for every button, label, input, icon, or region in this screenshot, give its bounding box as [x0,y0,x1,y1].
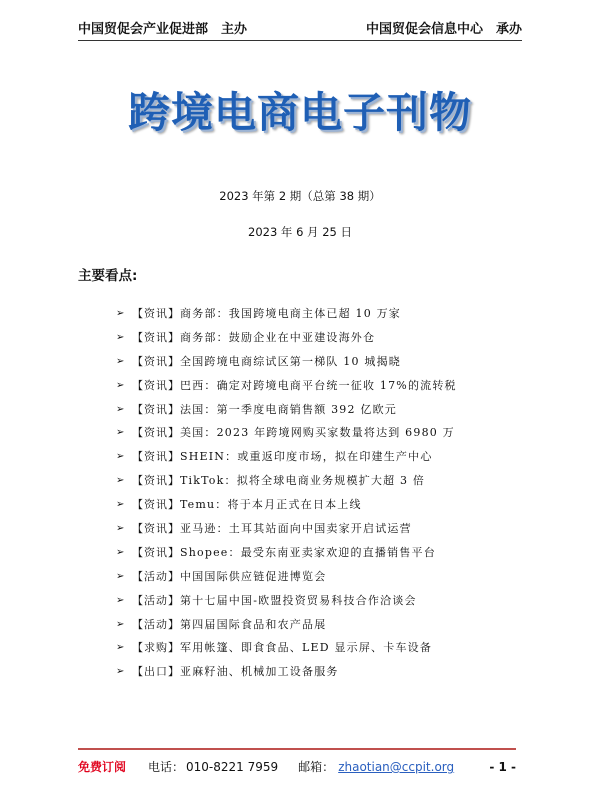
list-item[interactable] [116,306,540,330]
item-tag: 【资讯】 [132,474,180,488]
item-text: 亚马逊：土耳其站面向中国卖家开启试运营 [180,522,412,536]
page-footer [78,758,516,775]
phone-label: 电话： [148,760,185,774]
issue-number: 2023 年第 2 期（总第 38 期） [219,189,381,203]
header-undertaker: 中国贸促会信息中心 承办 [365,22,522,37]
list-item[interactable] [116,497,540,521]
item-text: 商务部：鼓励企业在中亚建设海外仓 [180,330,376,344]
arrow-bullet-icon: ➢ [116,570,125,582]
free-subscribe-link[interactable]: 免费订阅 [78,760,127,774]
header-organizer: 中国贸促会产业促进部 主办 [78,22,248,37]
item-tag: 【资讯】 [132,498,180,512]
arrow-bullet-icon: ➢ [116,666,125,678]
arrow-bullet-icon: ➢ [116,331,125,343]
item-text: 法国：第一季度电商销售额 392 亿欧元 [180,402,397,416]
page-number: - 1 - [489,760,516,774]
arrow-bullet-icon: ➢ [116,618,125,630]
list-item[interactable] [116,593,540,617]
email-label: 邮箱： [298,760,335,774]
list-item[interactable] [116,473,540,497]
item-tag: 【活动】 [132,593,180,607]
publication-title: 跨境电商电子刊物 [127,88,472,137]
item-text: 美国：2023 年跨境网购买家数量将达到 6980 万 [180,426,455,440]
arrow-bullet-icon: ➢ [116,594,125,606]
item-text: 亚麻籽油、机械加工设备服务 [180,665,339,679]
item-text: TikTok：拟将全球电商业务规模扩大超 3 倍 [180,474,426,488]
item-tag: 【求购】 [132,641,180,655]
email-link[interactable]: zhaotian@ccpit.org [338,760,455,774]
item-text: 第四届国际食品和农产品展 [180,617,327,631]
item-text: 商务部：我国跨境电商主体已超 10 万家 [180,307,401,320]
item-tag: 【资讯】 [132,545,180,559]
item-text: Temu：将于本月正式在日本上线 [180,498,362,512]
list-item[interactable] [116,449,540,473]
item-tag: 【活动】 [132,569,180,583]
list-item[interactable] [116,617,540,641]
item-tag: 【资讯】 [132,378,180,392]
list-item[interactable] [116,330,540,354]
arrow-bullet-icon: ➢ [116,523,125,535]
item-text: 军用帐篷、即食食品、LED 显示屏、卡车设备 [180,641,433,655]
arrow-bullet-icon: ➢ [116,308,125,319]
footer-divider [78,748,516,750]
list-item[interactable] [116,402,540,426]
item-tag: 【资讯】 [132,354,180,368]
header-divider [78,40,522,41]
list-item[interactable] [116,521,540,545]
arrow-bullet-icon: ➢ [116,403,125,415]
arrow-bullet-icon: ➢ [116,642,125,654]
arrow-bullet-icon: ➢ [116,355,125,367]
arrow-bullet-icon: ➢ [116,379,125,391]
list-item[interactable] [116,545,540,569]
highlights-list [116,306,540,688]
arrow-bullet-icon: ➢ [116,427,125,439]
item-tag: 【资讯】 [132,426,180,440]
item-text: 中国国际供应链促进博览会 [180,569,327,583]
issue-date: 2023 年 6 月 25 日 [248,225,352,239]
item-tag: 【资讯】 [132,522,180,536]
item-tag: 【资讯】 [132,330,180,344]
list-item[interactable] [116,664,540,688]
item-text: 全国跨境电商综试区第一梯队 10 城揭晓 [180,354,401,368]
list-item[interactable] [116,425,540,449]
item-tag: 【出口】 [132,665,180,679]
list-item[interactable] [116,640,540,664]
list-item[interactable] [116,569,540,593]
item-tag: 【活动】 [132,617,180,631]
list-item[interactable] [116,354,540,378]
item-text: Shopee：最受东南亚卖家欢迎的直播销售平台 [180,545,436,559]
item-text: 巴西：确定对跨境电商平台统一征收 17%的流转税 [180,378,457,392]
arrow-bullet-icon: ➢ [116,451,125,463]
item-tag: 【资讯】 [132,402,180,416]
item-text: SHEIN：或重返印度市场，拟在印建生产中心 [180,450,433,464]
list-item[interactable] [116,378,540,402]
arrow-bullet-icon: ➢ [116,499,125,511]
arrow-bullet-icon: ➢ [116,475,125,487]
item-tag: 【资讯】 [132,450,180,464]
phone-number: 010-8221 7959 [186,760,279,774]
item-tag: 【资讯】 [132,307,180,320]
arrow-bullet-icon: ➢ [116,546,125,558]
item-text: 第十七届中国-欧盟投资贸易科技合作洽谈会 [180,593,417,607]
page-header [78,18,522,37]
highlights-heading: 主要看点: [78,268,138,284]
